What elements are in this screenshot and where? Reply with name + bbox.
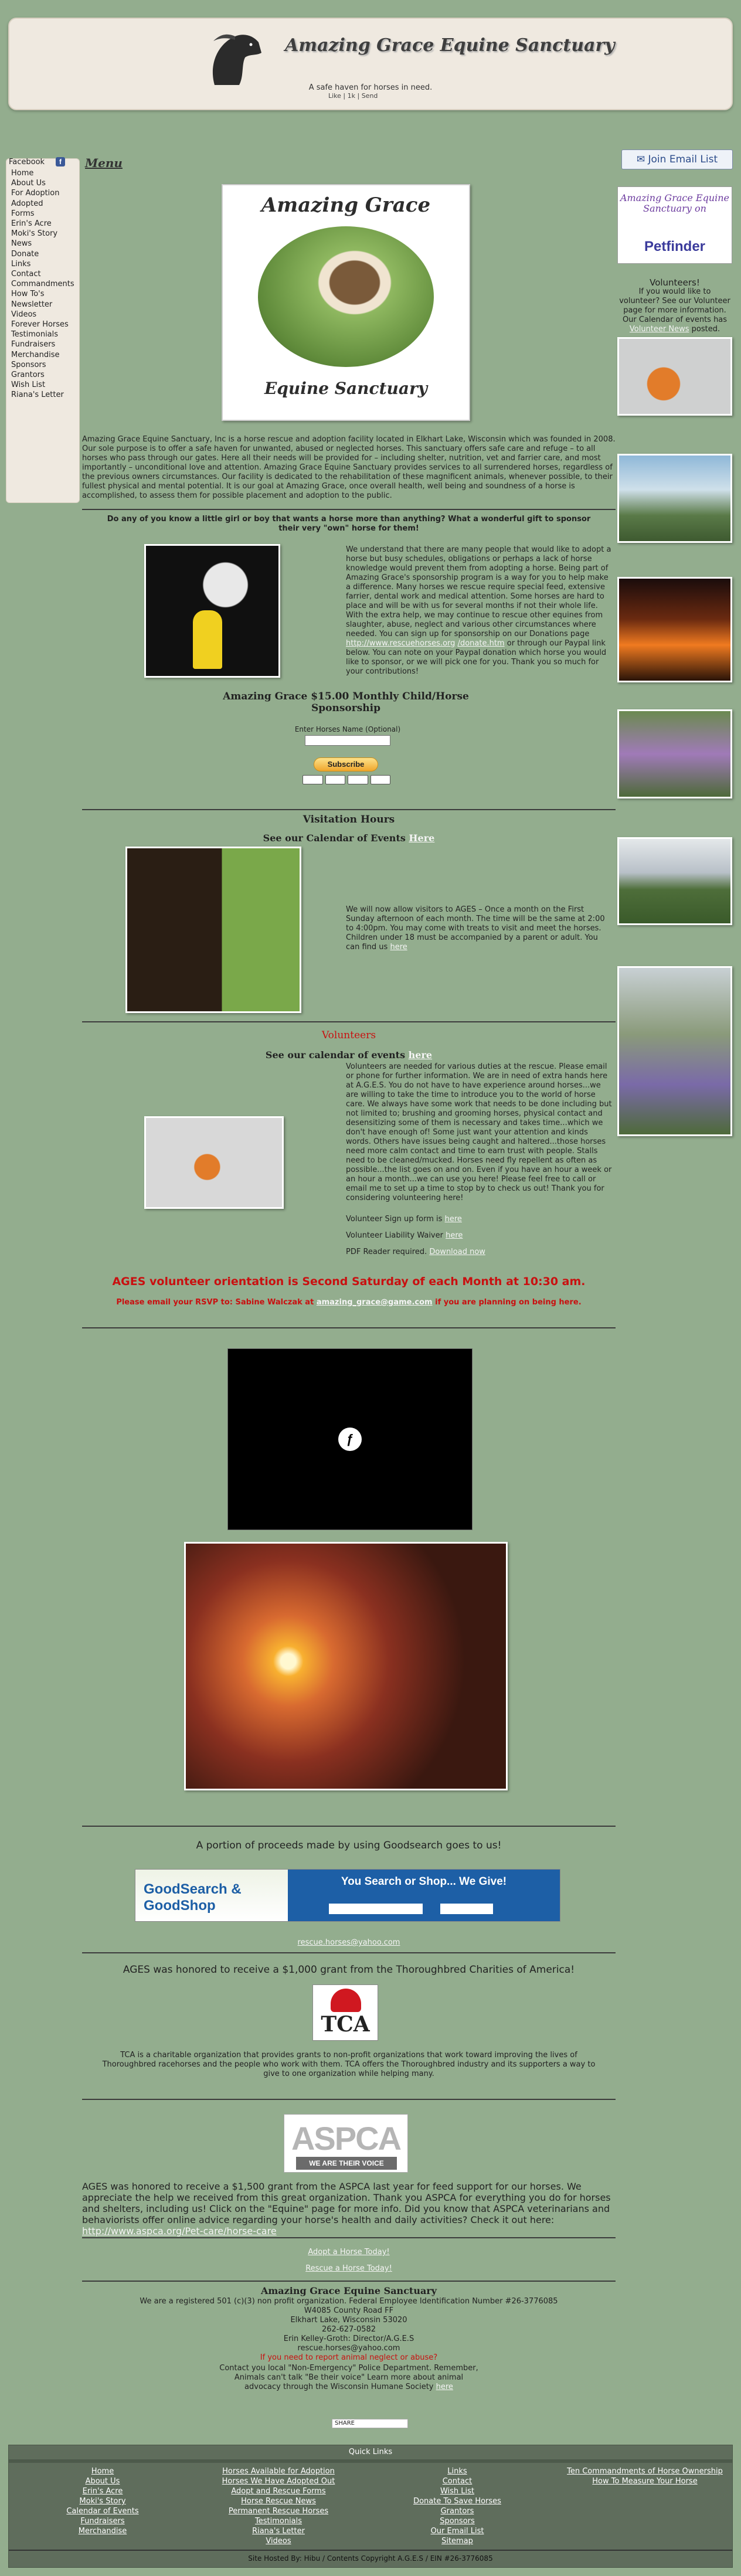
footer-link[interactable]: Horses We Have Adopted Out	[222, 2477, 335, 2486]
rescue-email-link[interactable]: rescue.horses@yahoo.com	[297, 1938, 400, 1947]
divider	[82, 509, 616, 510]
sidebar-item-grantors[interactable]: Grantors	[11, 371, 45, 380]
petfinder-top: Amazing Grace Equine Sanctuary on	[620, 192, 730, 214]
tca-logo-text: TCA	[321, 2012, 370, 2037]
horse-name-input[interactable]	[305, 735, 390, 746]
footer-link[interactable]: Moki's Story	[79, 2497, 126, 2506]
facebook-icon[interactable]: f	[56, 157, 65, 166]
sidebar-item-forever-horses[interactable]: Forever Horses	[11, 320, 69, 329]
footer-link[interactable]: Horse Rescue News	[241, 2497, 316, 2506]
footer-bottom	[9, 2554, 732, 2563]
goodsearch-select[interactable]	[440, 1904, 493, 1914]
visitation-calendar	[82, 832, 616, 844]
aspca-logo	[284, 2114, 408, 2173]
org-line: W4085 County Road FF	[304, 2306, 394, 2315]
abuse-body: Contact you local "Non-Emergency" Police Department. Remember, Animals can't talk "Be their voice" Learn more about animal advocacy through the Wisconsin Humane Society	[219, 2364, 478, 2391]
footer-link[interactable]: Permanent Rescue Horses	[228, 2507, 329, 2516]
visitation-heading: Visitation Hours	[302, 814, 395, 825]
goodsearch-banner[interactable]	[135, 1869, 560, 1922]
sidebar-item-fundraisers[interactable]: Fundraisers	[11, 340, 56, 349]
sidebar-item-about-us[interactable]: About Us	[11, 179, 46, 188]
sidebar-item-videos[interactable]: Videos	[11, 310, 37, 319]
calendar-text: See our Calendar of Events	[263, 832, 406, 844]
site-title: Amazing Grace Equine Sanctuary	[285, 35, 615, 56]
divider	[82, 2099, 616, 2100]
volunteers-text: Volunteers are needed for various duties at the rescue. Please email or phone for further information. We are in need of extra hands here at A.G.E.S. You do not have to have experience around horses...we are willing to take the time to introduce you to the world of horse care. We always have some work that needs to be done including but not limited to; brushing and grooming horses, physical contact and desensitizing some of them is necessary and takes time...which we don't have enough of! Some just want your attention and kinds words. Others have issues being caught and haltered...those horses need more calm contact and time to earn trust with people. Stalls need to be cleaned/mucked. Horses need fly repellent as often as possible...the list goes on and on. Even if you have an hour a week or an hour a month...we can use you here! Please feel free to call or email me to set up a time to stop by to check us out! Thank you for considering volunteering here!	[346, 1062, 612, 1202]
waiver-text: Volunteer Liability Waiver	[346, 1231, 443, 1240]
aspca-logo-text: ASPCA	[291, 2120, 401, 2157]
sponsor-body: We understand that there are many people that would like to adopt a horse but busy schedules, obligations or perhaps a lack of horse knowledge would prevent them from adopting a horse. Being part of Amazing Grace's sponsorship program is a way for you to help make a difference. Many horses we rescue require special feed, extensive farrier, dental work and medical attention. Some horses are hard to place and will be with us for several months if not their whole life. With the extra help, we may continue to rescue other equines from slaughter, abuse, neglect and various other circumstances where needed. You can sign up for sponsorship on our Donations page	[346, 545, 611, 638]
facebook-label[interactable]: Facebook	[9, 158, 45, 166]
quick-links-footer	[8, 2445, 733, 2568]
sidebar-item-donate[interactable]: Donate	[11, 249, 39, 259]
humane-society-link[interactable]: here	[436, 2383, 453, 2391]
tca-text: TCA is a charitable organization that provides grants to non-profit organizations that work toward improving the lives of Thoroughbred racehorses and the people who work with them. TCA offers the Thoroughbred industry and its supporters a way to give to one organization while helping many.	[102, 2051, 596, 2078]
goodsearch-logo-text: GoodSearch & GoodShop	[144, 1881, 242, 1914]
sidebar-item-riana-s-letter[interactable]: Riana's Letter	[11, 390, 64, 400]
horse-and-child-photo	[125, 847, 301, 1013]
sidebar-item-home[interactable]: Home	[11, 169, 34, 178]
site-tagline: A safe haven for horses in need.	[308, 83, 433, 92]
footer-link[interactable]: Home	[91, 2467, 114, 2476]
signup-link[interactable]: here	[444, 1215, 462, 1224]
footer-col-2	[202, 2466, 355, 2546]
footer-link[interactable]: Adopt and Rescue Forms	[231, 2487, 326, 2496]
sidebar-list	[11, 168, 74, 400]
org-line: 262-627-0582	[321, 2325, 376, 2334]
sponsor-body-2: or through our Paypal link below. You can note on your Paypal donation which horse you would like to sponsor, or we will pick one for you. Thank you so much for your contributions!	[346, 639, 607, 676]
share-button[interactable]	[332, 2419, 408, 2428]
org-line: We are a registered 501 (c)(3) non profit organization. Federal Employee Identification Number #26-3776085	[140, 2297, 558, 2306]
logo-horse-image	[258, 226, 434, 367]
tca-heading: AGES was honored to receive a $1,000 grant from the Thoroughbred Charities of America!	[123, 1964, 575, 1976]
footer-link[interactable]: Sponsors	[440, 2517, 475, 2526]
flash-play-icon[interactable]: ƒ	[338, 1428, 362, 1451]
pdf-download-link[interactable]: Download now	[429, 1248, 485, 1256]
donate-link[interactable]: /donate.htm	[457, 639, 505, 648]
org-line: Elkhart Lake, Wisconsin 53020	[290, 2316, 407, 2324]
sidebar-item-wish-list[interactable]: Wish List	[11, 380, 46, 390]
facebook-like-button[interactable]: Like | 1k | Send	[328, 92, 378, 100]
footer-link[interactable]: Fundraisers	[80, 2517, 125, 2526]
heart-icon	[331, 1989, 361, 2012]
petfinder-badge[interactable]	[617, 186, 732, 264]
footer-copyright: Site Hosted By: Hibu / Contents Copyright A.G.E.S / EIN #26-3776085	[248, 2554, 493, 2563]
footer-link[interactable]: Calendar of Events	[66, 2507, 139, 2516]
pdf-reader	[346, 1248, 612, 1257]
girl-and-horse-photo	[144, 544, 280, 678]
sanctuary-logo	[222, 184, 470, 421]
sponsor-question: Do any of you know a little girl or boy that wants a horse more than anything? What a wonderful gift to sponsor their very "own" horse for them!	[107, 515, 591, 533]
quick-links-title: Quick Links	[348, 2448, 393, 2456]
aspca-link[interactable]: http://www.aspca.org/Pet-care/horse-care	[82, 2225, 277, 2237]
find-us-link[interactable]: here	[390, 943, 407, 951]
footer-link[interactable]: Horses Available for Adoption	[222, 2467, 335, 2476]
amex-icon	[348, 775, 368, 784]
sponsorship-heading: Amazing Grace $15.00 Monthly Child/Horse Sponsorship	[223, 691, 469, 714]
visitation-text	[346, 905, 612, 952]
sidebar-item-sponsors[interactable]: Sponsors	[11, 360, 46, 369]
volunteers-side-text: If you would like to volunteer? See our Volunteer page for more information. Our Calendar of events has	[619, 287, 730, 324]
footer-link[interactable]: Merchandise	[78, 2527, 127, 2536]
divider	[82, 1327, 616, 1328]
volunteers-side-block	[617, 278, 732, 334]
footer-link[interactable]: Erin's Acre	[82, 2487, 123, 2496]
aspca-text	[82, 2181, 616, 2237]
waiver-link[interactable]: here	[446, 1231, 463, 1240]
signup-text: Volunteer Sign up form is	[346, 1215, 443, 1224]
adopt-link-row	[82, 2248, 616, 2257]
sidebar-item-testimonials[interactable]: Testimonials	[11, 330, 59, 339]
footer-col-1	[62, 2466, 144, 2536]
mastercard-icon	[325, 775, 346, 784]
sidebar-item-how-to-s[interactable]: How To's	[11, 290, 45, 299]
rsvp-email-link[interactable]: amazing_grace@game.com	[316, 1298, 433, 1307]
footer-link[interactable]: Donate To Save Horses	[413, 2497, 501, 2506]
footer-link[interactable]: Contact	[442, 2477, 473, 2486]
rescue-link-row	[82, 2264, 616, 2273]
footer-link[interactable]: Riana's Letter	[252, 2527, 305, 2536]
footer-col-4	[560, 2466, 730, 2486]
barn-photo	[617, 454, 732, 543]
sidebar-item-contact[interactable]: Contact	[11, 270, 41, 279]
footer-link[interactable]: Videos	[266, 2537, 291, 2546]
footer-link[interactable]: About Us	[85, 2477, 120, 2486]
volunteer-group-image	[144, 1116, 284, 1209]
rsvp-notice	[82, 1298, 616, 1307]
divider	[82, 1952, 616, 1953]
footer-link[interactable]: Sitemap	[441, 2537, 473, 2546]
sunset-fence-photo	[184, 1542, 508, 1790]
logo-top-text: Amazing Grace	[261, 193, 431, 217]
farm-photo	[617, 837, 732, 925]
org-name: Amazing Grace Equine Sanctuary	[260, 2285, 437, 2296]
volunteer-figures-image	[617, 337, 732, 416]
volunteer-news-link[interactable]: Volunteer News	[629, 325, 689, 334]
divider	[82, 2281, 616, 2282]
adopt-link[interactable]: Adopt a Horse Today!	[308, 2248, 390, 2256]
footer-link[interactable]: Testimonials	[254, 2517, 302, 2526]
orientation-notice: AGES volunteer orientation is Second Saturday of each Month at 10:30 am.	[112, 1275, 586, 1288]
sidebar-item-news[interactable]: News	[11, 239, 32, 249]
goodsearch-promo	[288, 1870, 560, 1921]
rescue-link[interactable]: Rescue a Horse Today!	[305, 2264, 392, 2273]
sidebar-item-newsletter[interactable]: Newsletter	[11, 300, 53, 309]
abuse-heading: If you need to report animal neglect or abuse?	[260, 2353, 438, 2362]
volunteer-waiver	[346, 1231, 612, 1241]
horse-head-logo	[203, 29, 267, 88]
divider	[82, 2237, 616, 2238]
sidebar-item-for-adoption[interactable]: For Adoption	[11, 189, 60, 198]
share-label: SHARE	[335, 2420, 355, 2427]
aspca-body: AGES was honored to receive a $1,500 grant from the ASPCA last year for feed support for our horses. We appreciate the help we received from this great organization. Thank you ASPCA for everything you do for horses and shelters, including us! Click on the "Equine" page for more info. Did you know that ASPCA veterinarians and behaviorists offer online advice regarding your horse's health and daily activities? Check it out here:	[82, 2181, 611, 2225]
divider	[82, 1826, 616, 1827]
rescuehorses-link[interactable]: http://www.rescuehorses.org	[346, 639, 456, 648]
sidebar-nav	[6, 158, 80, 503]
volunteers-heading: Volunteers	[321, 1029, 376, 1041]
org-line: rescue.horses@yahoo.com	[297, 2344, 400, 2353]
sidebar-item-commandments[interactable]: Commandments	[11, 280, 74, 289]
volunteers-side-heading: Volunteers!	[650, 277, 700, 288]
footer-link[interactable]: Links	[447, 2467, 467, 2476]
rsvp-after: if you are planning on being here.	[435, 1298, 582, 1307]
footer-bar	[9, 2459, 732, 2463]
sunset-photo	[617, 577, 732, 682]
sidebar-item-moki-s-story[interactable]: Moki's Story	[11, 229, 58, 239]
goodsearch-search-input[interactable]	[329, 1904, 423, 1914]
logo-bottom-text: Equine Sanctuary	[264, 379, 428, 398]
visa-icon	[302, 775, 323, 784]
divider	[82, 809, 616, 810]
calendar-link[interactable]: Here	[409, 832, 435, 844]
volunteers-side-after: posted.	[691, 325, 720, 334]
goodsearch-promo-text: You Search or Shop... We Give!	[341, 1875, 507, 1888]
payment-cards	[302, 775, 390, 786]
abuse-text	[82, 2364, 616, 2392]
volunteers-calendar	[82, 1049, 616, 1061]
footer-link[interactable]: Ten Commandments of Horse Ownership	[567, 2467, 723, 2476]
footer-link[interactable]: How To Measure Your Horse	[592, 2477, 698, 2486]
org-details	[82, 2297, 616, 2353]
join-email-list-label: Join Email List	[648, 154, 718, 165]
sidebar-item-merchandise[interactable]: Merchandise	[11, 350, 60, 359]
discover-icon	[370, 775, 391, 784]
mail-icon: ✉	[636, 154, 648, 165]
sidebar-item-erin-s-acre[interactable]: Erin's Acre	[11, 219, 52, 229]
pdf-text: PDF Reader required.	[346, 1248, 427, 1256]
volunteer-signup	[346, 1215, 612, 1224]
org-line: Erin Kelley-Groth: Director/A.G.E.S	[283, 2334, 414, 2343]
subscribe-button[interactable]: Subscribe	[314, 757, 378, 772]
footer-link[interactable]: Grantors	[440, 2507, 474, 2516]
rescue-email	[82, 1938, 616, 1948]
horse-name-label: Enter Horses Name (Optional)	[294, 725, 401, 733]
footer-divider	[9, 2550, 732, 2551]
statue-garden-photo	[617, 966, 732, 1136]
sidebar-item-forms[interactable]: Forms	[11, 209, 35, 218]
footer-link[interactable]: Our Email List	[430, 2527, 484, 2536]
join-email-list-button[interactable]	[621, 149, 733, 169]
visitation-body: We will now allow visitors to AGES – Once a month on the First Sunday afternoon of each month. The time will be the same at 2:00 to 4:00pm. You may come with treats to visit and meet the horses. Children under 18 must be accompanied by a parent or adult. You can find us	[346, 905, 605, 951]
sidebar-item-links[interactable]: Links	[11, 259, 31, 269]
rsvp-text: Please email your RSVP to: Sabine Walczak at	[116, 1298, 314, 1307]
footer-link[interactable]: Wish List	[440, 2487, 475, 2496]
flowers-photo	[617, 709, 732, 798]
volunteers-calendar-link[interactable]: here	[408, 1049, 433, 1061]
footer-col-3	[390, 2466, 525, 2546]
menu-label: Menu	[85, 156, 123, 170]
volunteers-calendar-text: See our calendar of events	[265, 1049, 406, 1061]
divider	[82, 1021, 616, 1022]
intro-text: Amazing Grace Equine Sanctuary, Inc is a horse rescue and adoption facility located in Elkhart Lake, Wisconsin which was founded in 2008. Our sole purpose is to offer a safe haven for unwanted, abused or neglected horses. This sanctuary offers safe care and refuge – to all horses who pass through our gates. Here all their needs will be provided for – including shelter, nutrition, vet and farrier care, and most importantly – unconditional love and attention. Amazing Grace Equine Sanctuary provides services to all surrendered horses, regardless of the previous owners circumstances. Our facility is dedicated to the rehabilitation of these magnificent animals, whenever possible, to their fullest physical and mental potential. It is our goal at Amazing Grace, once overall health, well being and soundness of a horse is accomplished, to assess them for possible placement and adoption to the public.	[82, 435, 616, 500]
sidebar-item-adopted[interactable]: Adopted	[11, 199, 43, 208]
goodsearch-logo	[135, 1870, 288, 1921]
video-player[interactable]	[227, 1348, 473, 1530]
goodsearch-intro: A portion of proceeds made by using Goodsearch goes to us!	[196, 1840, 502, 1851]
girl-figure	[193, 610, 222, 669]
tca-logo	[312, 1984, 378, 2041]
aspca-voice: WE ARE THEIR VOICE	[296, 2157, 397, 2170]
sponsor-text	[346, 545, 612, 677]
petfinder-name: Petfinder	[644, 239, 705, 254]
